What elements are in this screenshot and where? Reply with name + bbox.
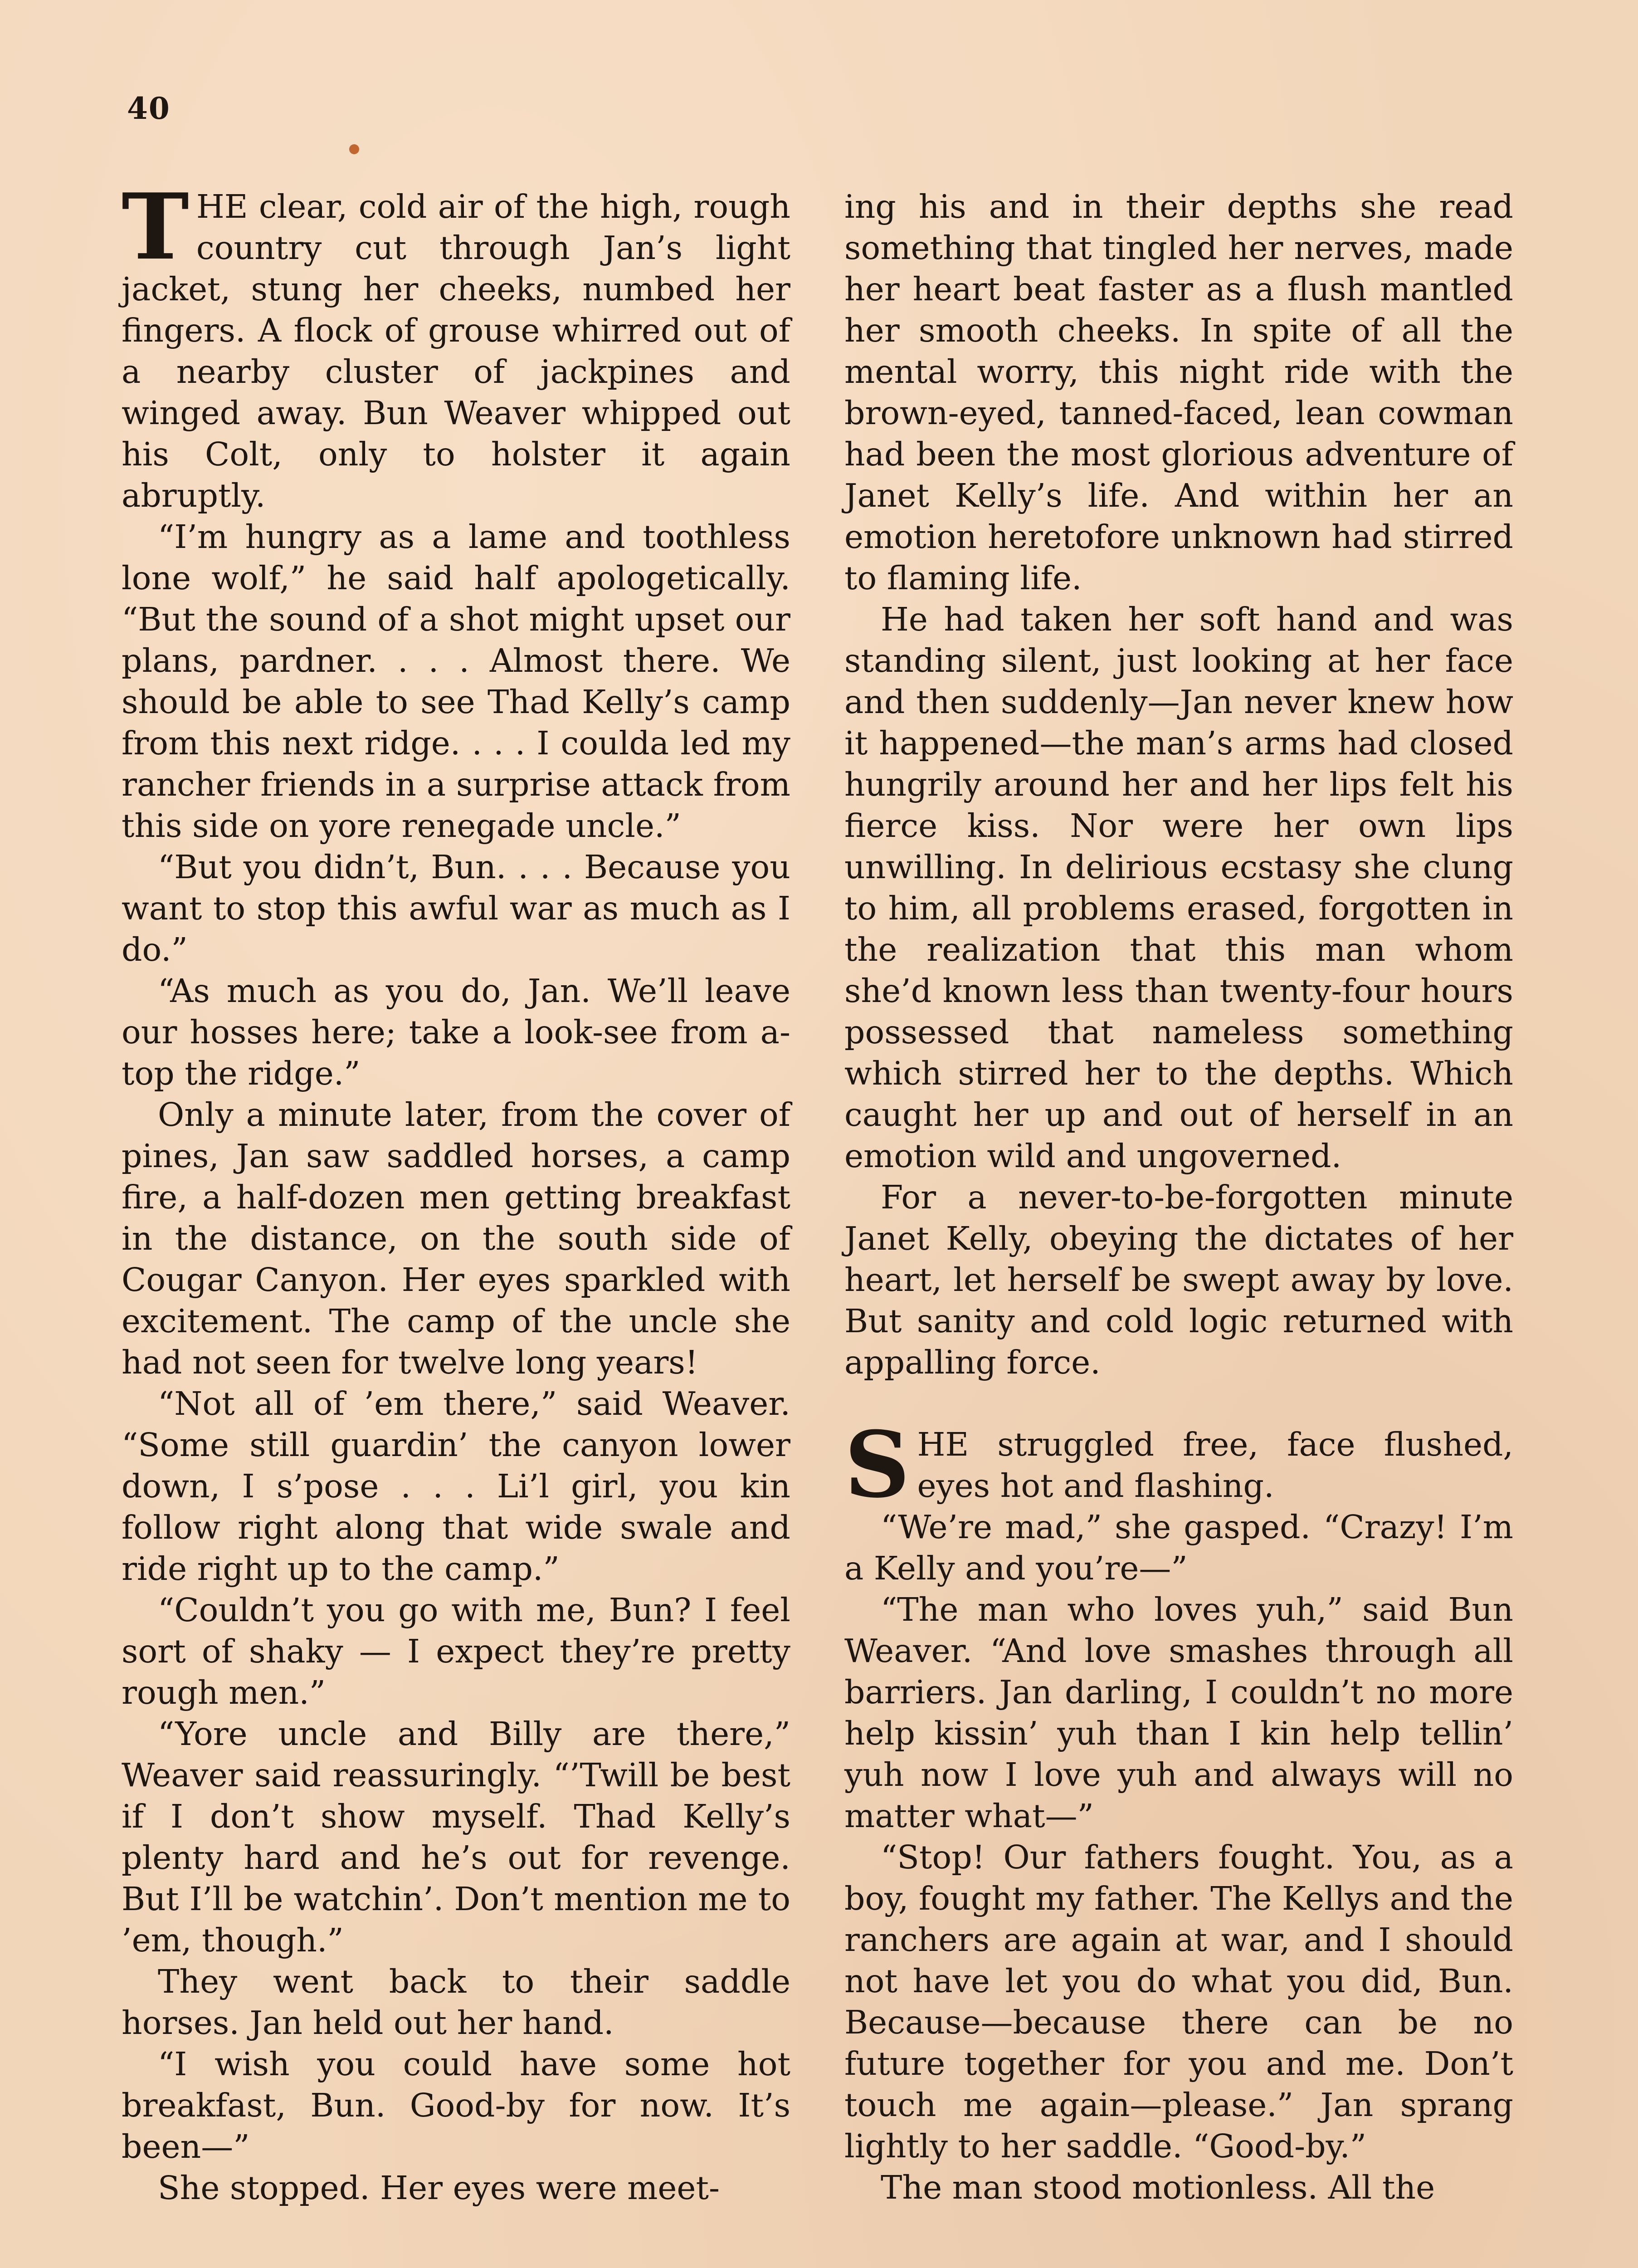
paragraph: “I’m hungry as a lame and toothless lone wolf,” he said half apologetically. “But the sound of a shot might upset our plans, pardner. . . . Almost there. We should be able to see Thad Kelly’s camp from this next ridge. . . . I coulda led my rancher friends in a surprise attack from this side on yore renegade uncle.” xyxy=(122,518,790,845)
paragraph: “Stop! Our fathers fought. You, as a boy, fought my father. The Kellys and the ranchers are again at war, and I should not have let you do what you did, Bun. Because—because there can be no future together for you and me. Don’t touch me again—please.” Jan sprang lightly to her saddle. “Good-by.” xyxy=(844,1838,1513,2165)
paragraph: “Couldn’t you go with me, Bun? I feel sort of shaky — I expect they’re pretty rough men.” xyxy=(122,1591,790,1711)
left-column xyxy=(122,174,790,2209)
page-number: 40 xyxy=(127,91,171,126)
paragraph: “Not all of ’em there,” said Weaver. “Some still guardin’ the canyon lower down, I s’pose . . . Li’l girl, you kin follow right along that wide swale and ride right up to the camp.” xyxy=(122,1385,790,1588)
paragraph: For a never-to-be-forgotten minute Janet Kelly, obeying the dictates of her heart, let herself be swept away by love. But sanity and cold logic returned with appalling force. xyxy=(844,1178,1513,1381)
paragraph: “Yore uncle and Billy are there,” Weaver said reassuringly. “’Twill be best if I don’t show myself. Thad Kelly’s plenty hard and he’s out for revenge. But I’ll be watchin’. Don’t mention me to ’em, though.” xyxy=(122,1715,790,1959)
paragraph: “We’re mad,” she gasped. “Crazy! I’m a Kelly and you’re—” xyxy=(844,1508,1513,1587)
paragraph: They went back to their saddle horses. Jan held out her hand. xyxy=(122,1963,790,2042)
paragraph: “But you didn’t, Bun. . . . Because you want to stop this awful war as much as I do.” xyxy=(122,848,790,968)
paragraph: “The man who loves yuh,” said Bun Weaver. “And love smashes through all barriers. Jan darling, I couldn’t no more help kissin’ yuh than I kin help tellin’ yuh now I love yuh and always will no matter what—” xyxy=(844,1591,1513,1835)
opening-paragraph xyxy=(122,174,790,516)
opening-paragraph-text: HE clear, cold air of the high, rough country cut through Jan’s light jacket, stung her cheeks, numbed her fingers. A flock of grouse whirred out of a nearby cluster of jackpines and winged away. Bun Weaver whipped out his Colt, only to holster it again abruptly. xyxy=(122,188,790,514)
section-opening-text: HE struggled free, face flushed, eyes hot and flashing. xyxy=(917,1426,1513,1505)
paragraph: The man stood motionless. All the xyxy=(881,2169,1435,2206)
section-opening-paragraph xyxy=(844,1412,1513,1518)
drop-cap-s: S xyxy=(844,1412,910,1518)
right-column xyxy=(844,186,1513,2208)
paragraph: “As much as you do, Jan. We’ll leave our hosses here; take a look-see from a-top the ridge.” xyxy=(122,972,790,1092)
continued-paragraph: ing his and in their depths she read something that tingled her nerves, made her heart beat faster as a flush mantled her smooth cheeks. In spite of all the mental worry, this night ride with the brown-eyed, tanned-faced, lean cowman had been the most glorious adventure of Janet Kelly’s life. And within her an emotion heretofore unknown had stirred to flaming life. xyxy=(844,188,1513,597)
paragraph: He had taken her soft hand and was standing silent, just looking at her face and then suddenly—Jan never knew how it happened—the man’s arms had closed hungrily around her and her lips felt his fierce kiss. Nor were her own lips unwilling. In delirious ecstasy she clung to him, all problems erased, forgotten in the realization that this man whom she’d known less than twenty-four hours possessed that nameless something which stirred her to the depths. Which caught her up and out of herself in an emotion wild and ungoverned. xyxy=(844,601,1513,1175)
paragraph: Only a minute later, from the cover of pines, Jan saw saddled horses, a camp fire, a half-dozen men getting breakfast in the distance, on the south side of Cougar Canyon. Her eyes sparkled with excitement. The camp of the uncle she had not seen for twelve long years! xyxy=(122,1096,790,1381)
drop-cap-t: T xyxy=(122,174,189,280)
paragraph: She stopped. Her eyes were meet- xyxy=(158,2169,720,2207)
paper-speck xyxy=(349,144,359,154)
paragraph: “I wish you could have some hot breakfast, Bun. Good-by for now. It’s been—” xyxy=(122,2045,790,2165)
